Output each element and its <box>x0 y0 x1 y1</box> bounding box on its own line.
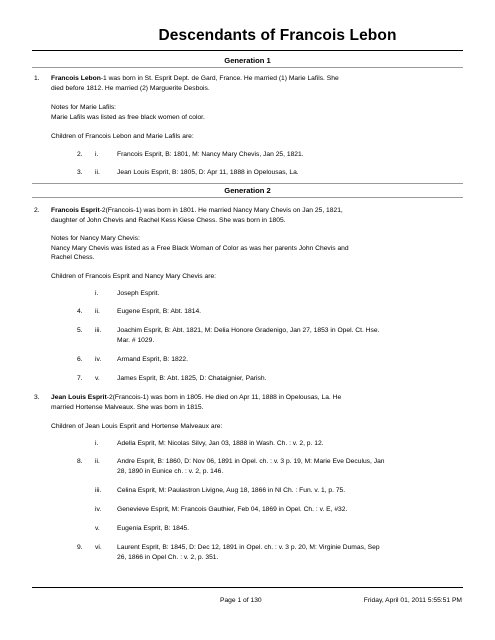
child-number: 6. <box>77 356 83 363</box>
title-rule <box>32 50 463 51</box>
child-entry: Jean Louis Esprit, B: 1805, D: Apr 11, 1888 in Opelousas, La. <box>117 169 299 176</box>
notes-body: Nancy Mary Chevis was listed as a Free Black Woman of Color as was her parents John Chevis and <box>51 244 349 252</box>
footer-date: Friday, April 01, 2011 5:55:51 PM <box>363 597 462 604</box>
generation-2-header: Generation 2 <box>224 186 271 195</box>
person-entry <box>51 393 341 403</box>
child-entry: Joseph Esprit. <box>117 290 160 297</box>
child-entry-cont: 28, 1890 in Eunice ch. : v. 2, p. 146. <box>117 467 224 475</box>
child-number: 4. <box>77 308 83 315</box>
child-number: 9. <box>77 544 83 551</box>
child-entry: Celina Esprit, M: Paulastron Livigne, Aug 18, 1866 in Nl Ch. : Fun. v. 1, p. 75. <box>117 487 346 494</box>
child-roman: i. <box>95 151 99 158</box>
children-heading: Children of Francois Lebon and Marie Lafils are: <box>51 133 194 140</box>
notes-body-cont: Rachel Chess. <box>51 254 95 261</box>
page-number: Page 1 of 130 <box>220 597 262 604</box>
children-heading: Children of Jean Louis Esprit and Hortense Malveaux are: <box>51 423 223 430</box>
child-roman: iii. <box>95 327 102 334</box>
child-roman: vi. <box>95 544 102 551</box>
children-heading: Children of Francois Esprit and Nancy Mary Chevis are: <box>51 273 217 280</box>
person-details-cont: died before 1812. He married (2) Marguerite Desbois. <box>51 84 210 92</box>
person-entry <box>51 206 343 216</box>
person-name: Francois Esprit <box>51 207 100 214</box>
child-number: 7. <box>77 375 83 382</box>
child-entry-cont: Mar. # 1029. <box>117 336 155 344</box>
gen2-top-rule <box>32 183 463 184</box>
person-details: -1 was born in St. Esprit Dept. de Gard, France. He married (1) Marie Lafils. She <box>100 75 339 82</box>
person-name: Francois Lebon <box>51 75 101 82</box>
person-number: 3. <box>34 394 40 401</box>
child-roman: i. <box>95 440 99 447</box>
child-entry: Eugenia Esprit, B: 1845. <box>117 525 190 532</box>
page-title: Descendants of Francois Lebon <box>158 27 397 44</box>
person-details-cont: daughter of John Chevis and Rachel Kess Kiese Chess. She was born in 1805. <box>51 216 286 224</box>
person-details: -2(Francois-1) was born in 1801. He married Nancy Mary Chevis on Jan 25, 1821, <box>99 207 343 214</box>
child-roman: iv. <box>95 356 102 363</box>
child-entry: Andre Esprit, B: 1860, D: Nov 06, 1891 in Opel. ch. : v. 3 p. 19, M: Marie Eve Deculus, Jan <box>117 458 385 465</box>
child-roman: iv. <box>95 506 102 513</box>
child-number: 2. <box>77 151 83 158</box>
person-number: 1. <box>34 75 40 82</box>
child-roman: v. <box>95 525 100 532</box>
child-entry: Francois Esprit, B: 1801, M: Nancy Mary Chevis, Jan 25, 1821. <box>117 151 304 158</box>
child-entry: Eugene Esprit, B: Abt. 1814. <box>117 308 202 315</box>
child-entry: Joachim Esprit, B: Abt. 1821, M: Delia Honore Gradenigo, Jan 27, 1853 in Opel. Ct. Hse. <box>117 327 380 334</box>
child-roman: ii. <box>95 308 100 315</box>
person-entry <box>51 74 339 84</box>
notes-heading: Notes for Marie Lafils: <box>51 104 117 111</box>
child-roman: ii. <box>95 458 100 465</box>
child-number: 8. <box>77 458 83 465</box>
person-details-cont: married Hortense Malveaux. She was born in 1815. <box>51 403 204 411</box>
person-name: Jean Louis Esprit <box>51 394 107 401</box>
child-roman: i. <box>95 290 99 297</box>
child-number: 5. <box>77 327 83 334</box>
child-entry-cont: 26, 1866 in Opel Ch. : v. 2, p. 351. <box>117 553 219 561</box>
child-entry: James Esprit, B: Abt. 1825, D: Chataignier, Parish. <box>117 375 267 382</box>
child-entry: Armand Esprit, B: 1822. <box>117 356 188 363</box>
person-details: -2(Francois-1) was born in 1805. He died on Apr 11, 1888 in Opelousas, La. He <box>106 394 342 401</box>
child-entry: Laurent Esprit, B: 1845, D: Dec 12, 1891 in Opel. ch. : v. 3 p. 20, M: Virginie Dumas, Sep <box>117 544 380 551</box>
child-roman: ii. <box>95 169 100 176</box>
child-entry: Adella Esprit, M: Nicolas Silvy, Jan 03, 1888 in Wash. Ch. : v. 2, p. 12. <box>117 440 324 447</box>
notes-heading: Notes for Nancy Mary Chevis: <box>51 235 140 242</box>
footer-rule <box>32 587 463 588</box>
child-roman: iii. <box>95 487 102 494</box>
gen2-rule <box>32 197 463 198</box>
person-number: 2. <box>34 207 40 214</box>
child-roman: v. <box>95 375 100 382</box>
notes-body: Marie Lafils was listed as free black women of color. <box>51 113 205 121</box>
gen1-rule <box>32 67 463 68</box>
child-number: 3. <box>77 169 83 176</box>
generation-1-header: Generation 1 <box>224 56 271 65</box>
child-entry: Genevieve Esprit, M: Francois Gauthier, Feb 04, 1869 in Opel. Ch. : v. E, #32. <box>117 506 348 513</box>
